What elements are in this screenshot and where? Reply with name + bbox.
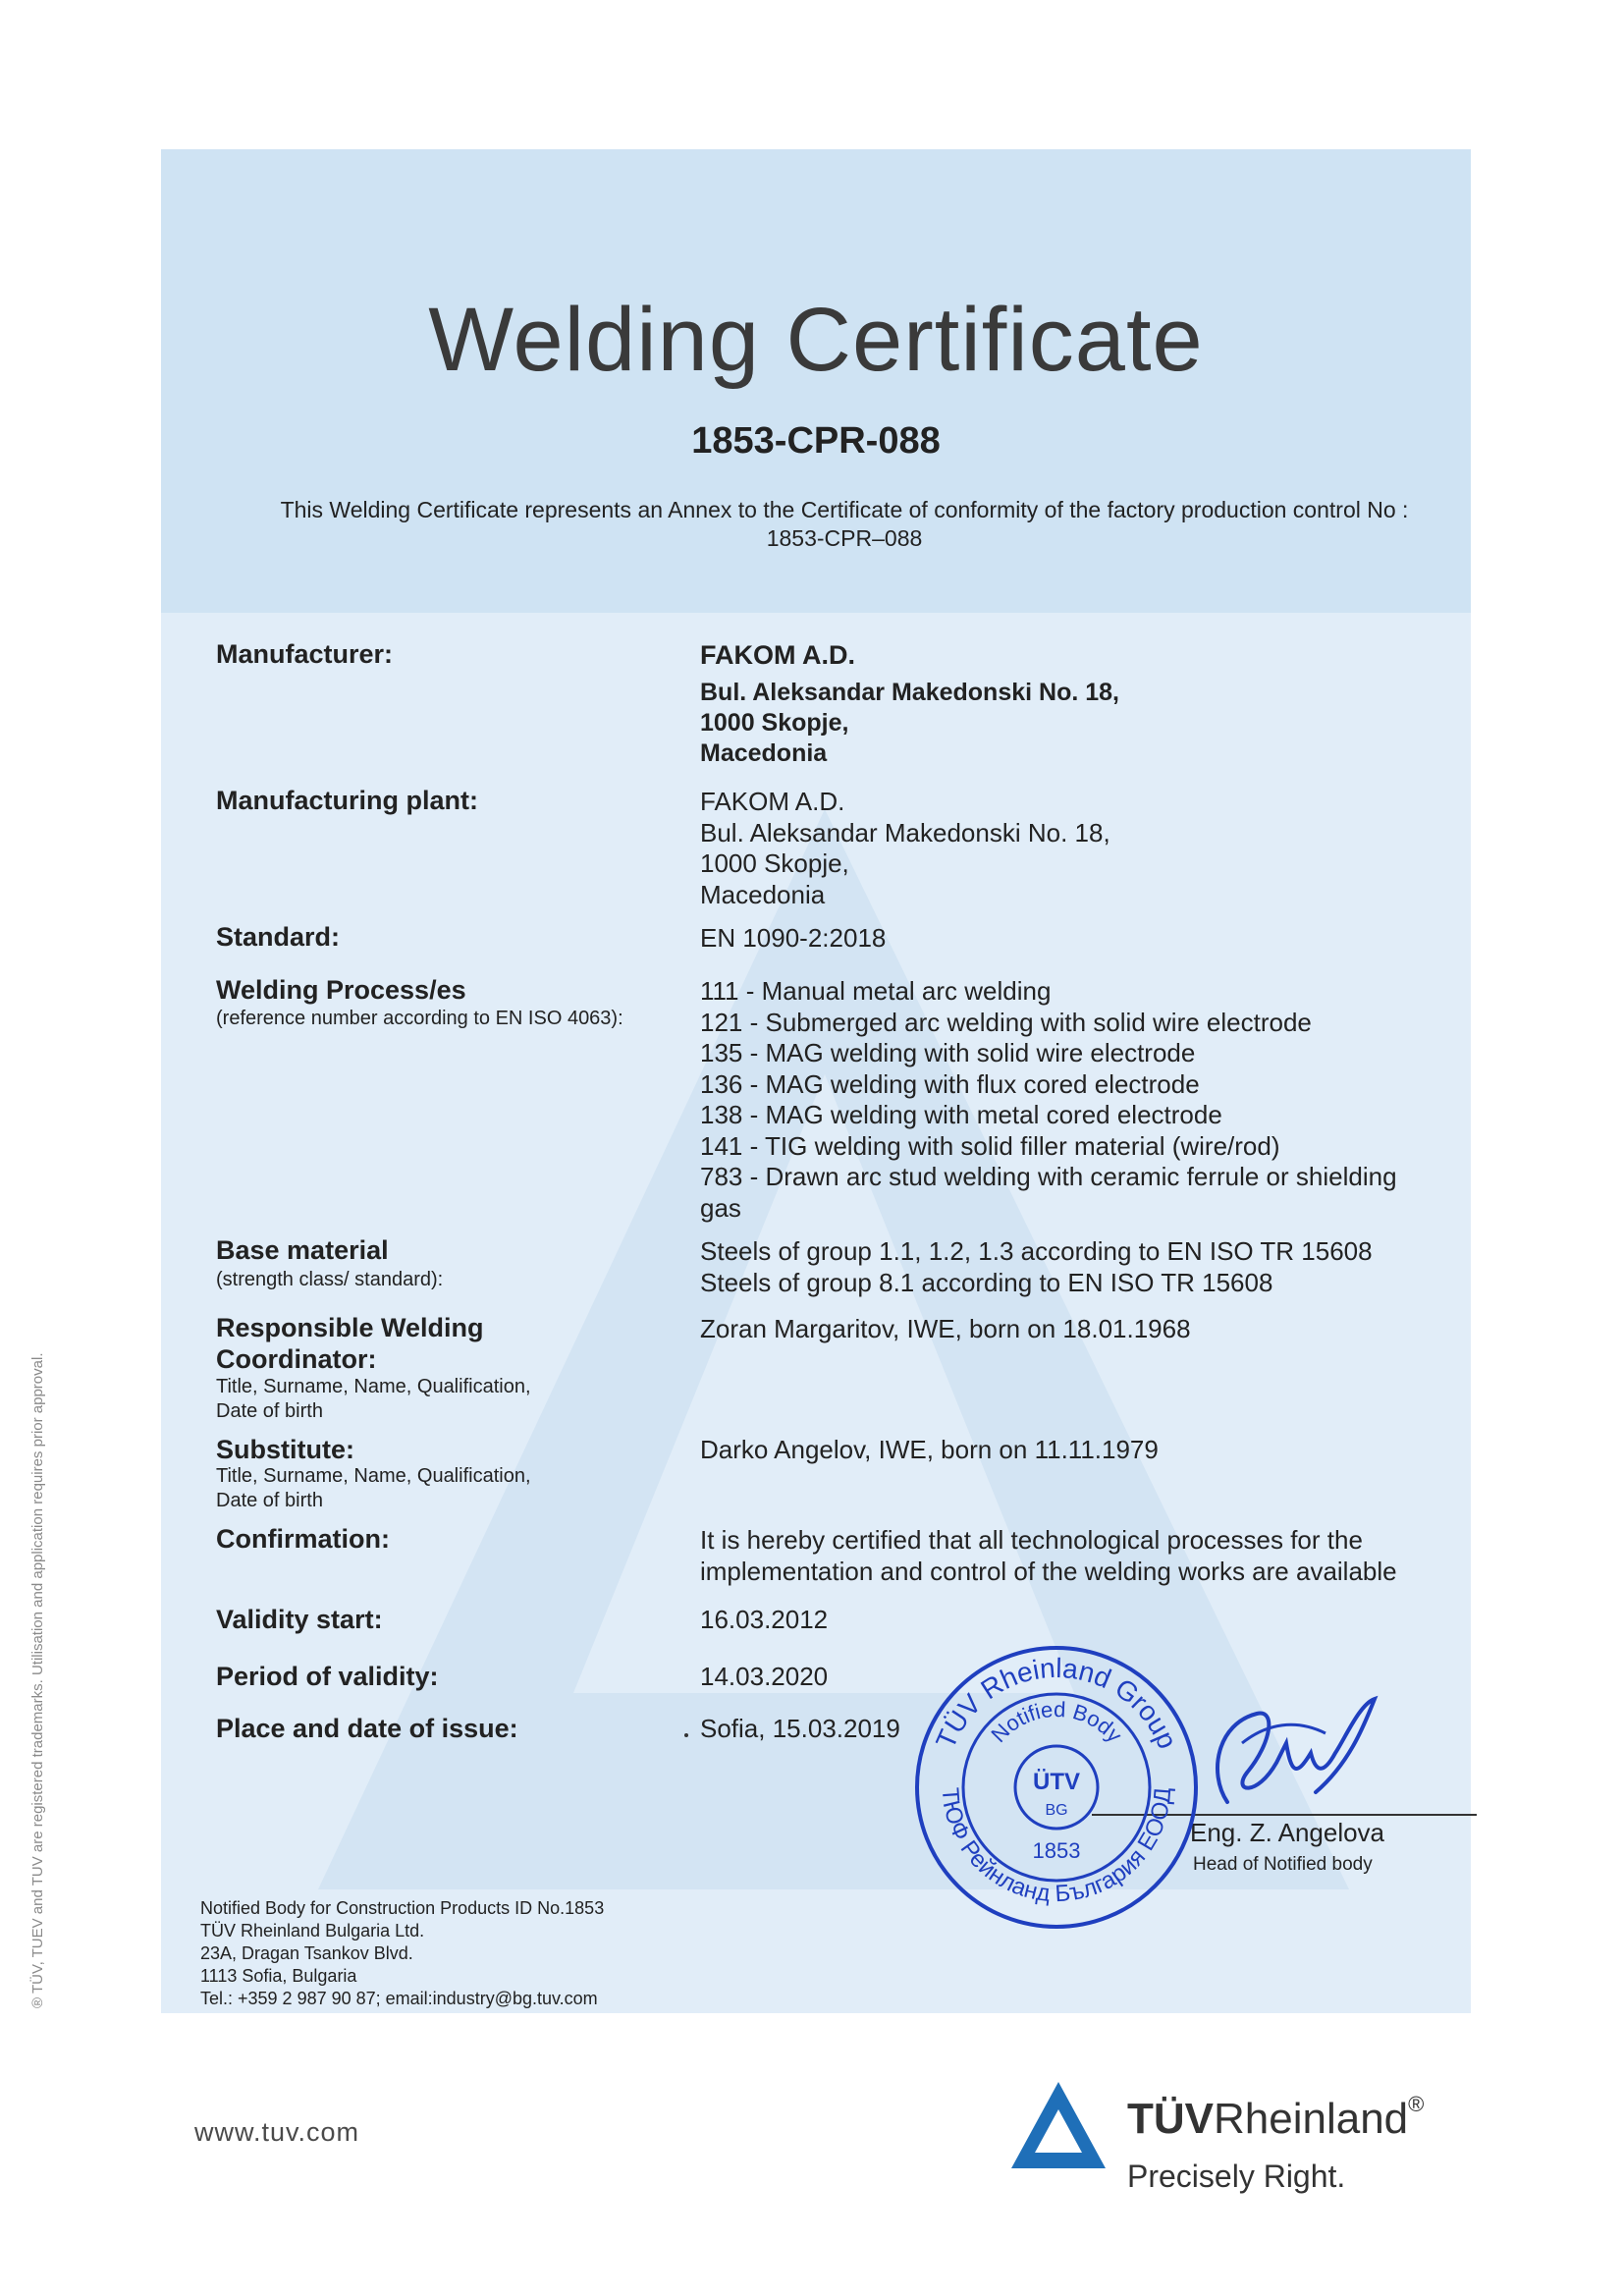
trademark-note: ® TÜV, TUEV and TUV are registered trademarks. Utilisation and application requires prior approval. (29, 1352, 46, 2008)
signer-name: Eng. Z. Angelova (1190, 1818, 1385, 1847)
material-item: Steels of group 1.1, 1.2, 1.3 according to EN ISO TR 15608 (700, 1236, 1373, 1266)
coordinator-sublabel (216, 1375, 531, 1424)
stamp-center-code: BG (1045, 1802, 1068, 1819)
material-item: Steels of group 8.1 according to EN ISO TR 15608 (700, 1267, 1273, 1297)
process-item: 138 - MAG welding with metal cored electrode (700, 1100, 1222, 1129)
annex-statement (196, 496, 1492, 553)
confirmation-line: It is hereby certified that all technological processes for the (700, 1525, 1363, 1555)
brand-name (1127, 2092, 1425, 2143)
process-item: 141 - TIG welding with solid filler material (wire/rod) (700, 1130, 1280, 1161)
standard-value: EN 1090-2:2018 (700, 923, 887, 953)
issue-value: Sofia, 15.03.2019 (700, 1714, 900, 1743)
sublabel-line: Date of birth (216, 1490, 323, 1511)
base-material-sublabel: (strength class/ standard): (216, 1269, 444, 1290)
registered-mark: ® (1408, 2092, 1425, 2116)
stamp-center-letters: ÜTV (1033, 1769, 1080, 1795)
svg-text:Notified Body (986, 1697, 1126, 1747)
sublabel-line: Title, Surname, Name, Qualification, (216, 1376, 531, 1397)
sublabel-line: Title, Surname, Name, Qualification, (216, 1465, 531, 1487)
confirmation-label: Confirmation: (216, 1524, 390, 1554)
processes-sublabel: (reference number according to EN ISO 4063): (216, 1008, 623, 1029)
stamp-outer-top: TÜV Rheinland Group (930, 1652, 1183, 1754)
period-value: 14.03.2020 (700, 1662, 829, 1691)
notified-body-info (200, 1897, 604, 2010)
address-line: FAKOM A.D. (700, 787, 845, 816)
label-line: Responsible Welding (216, 1313, 484, 1342)
process-item: gas (700, 1192, 741, 1223)
brand-regular: Rheinland (1214, 2095, 1409, 2143)
confirmation-text (700, 1525, 1397, 1587)
info-line: Tel.: +359 2 987 90 87; email:industry@bg.tuv.com (200, 1989, 598, 2008)
base-material-list (700, 1236, 1373, 1298)
address-line: Bul. Aleksandar Makedonski No. 18, (700, 817, 1110, 847)
info-line: Notified Body for Construction Products ID No.1853 (200, 1898, 605, 1918)
brand-slogan: Precisely Right. (1127, 2159, 1346, 2194)
signature-scribble (1188, 1684, 1384, 1822)
brand-bold: TÜV (1127, 2095, 1214, 2143)
coordinator-value: Zoran Margaritov, IWE, born on 18.01.1968 (700, 1314, 1191, 1343)
process-item: 135 - MAG welding with solid wire electrode (700, 1038, 1196, 1067)
process-item: 783 - Drawn arc stud welding with ceramic ferrule or shielding (700, 1162, 1397, 1191)
process-item: 136 - MAG welding with flux cored electrode (700, 1068, 1200, 1099)
document-title: Welding Certificate (428, 290, 1204, 390)
ink-dot (684, 1733, 688, 1737)
info-line: 23A, Dragan Tsankov Blvd. (200, 1943, 413, 1963)
info-line: TÜV Rheinland Bulgaria Ltd. (200, 1921, 425, 1941)
address-line: Macedonia (700, 739, 828, 767)
address-line: Bul. Aleksandar Makedonski No. 18, (700, 679, 1119, 706)
process-item: 111 - Manual metal arc welding (700, 976, 1052, 1006)
confirmation-line: implementation and control of the welding works are available (700, 1556, 1397, 1586)
annex-text: This Welding Certificate represents an Annex to the Certificate of conformity of the factory production control No : (280, 497, 1409, 522)
issue-label: Place and date of issue: (216, 1714, 518, 1743)
tuv-triangle-logo-icon (1009, 2080, 1108, 2170)
stamp-outer-bottom: ТЮФ Рейнланд България ЕООД (936, 1786, 1177, 1908)
processes-label: Welding Process/es (216, 975, 466, 1005)
address-line: 1000 Skopje, (700, 709, 849, 737)
plant-address (700, 787, 1110, 910)
coordinator-label (216, 1312, 484, 1375)
process-list (700, 976, 1397, 1224)
substitute-sublabel (216, 1464, 531, 1513)
sublabel-line: Date of birth (216, 1400, 323, 1422)
official-stamp (909, 1640, 1204, 1935)
signer-role: Head of Notified body (1193, 1854, 1373, 1875)
address-line: 1000 Skopje, (700, 848, 849, 878)
address-line: Macedonia (700, 879, 826, 909)
info-line: 1113 Sofia, Bulgaria (200, 1966, 357, 1986)
certificate-number: 1853-CPR-088 (691, 420, 941, 462)
substitute-label: Substitute: (216, 1435, 354, 1464)
stamp-number: 1853 (1032, 1838, 1081, 1863)
label-line: Coordinator: (216, 1344, 377, 1374)
validity-start-label: Validity start: (216, 1605, 383, 1634)
manufacturer-label: Manufacturer: (216, 639, 394, 669)
substitute-value: Darko Angelov, IWE, born on 11.11.1979 (700, 1435, 1159, 1464)
website-link[interactable]: www.tuv.com (194, 2117, 360, 2147)
base-material-label: Base material (216, 1235, 389, 1265)
plant-label: Manufacturing plant: (216, 786, 478, 815)
standard-label: Standard: (216, 922, 341, 952)
process-item: 121 - Submerged arc welding with solid wire electrode (700, 1007, 1312, 1037)
validity-start-value: 16.03.2012 (700, 1605, 829, 1634)
manufacturer-name: FAKOM A.D. (700, 640, 855, 670)
annex-number: 1853-CPR–088 (766, 525, 923, 551)
manufacturer-address (700, 678, 1119, 769)
period-label: Period of validity: (216, 1662, 439, 1691)
stamp-inner-top: Notified Body (986, 1696, 1127, 1748)
